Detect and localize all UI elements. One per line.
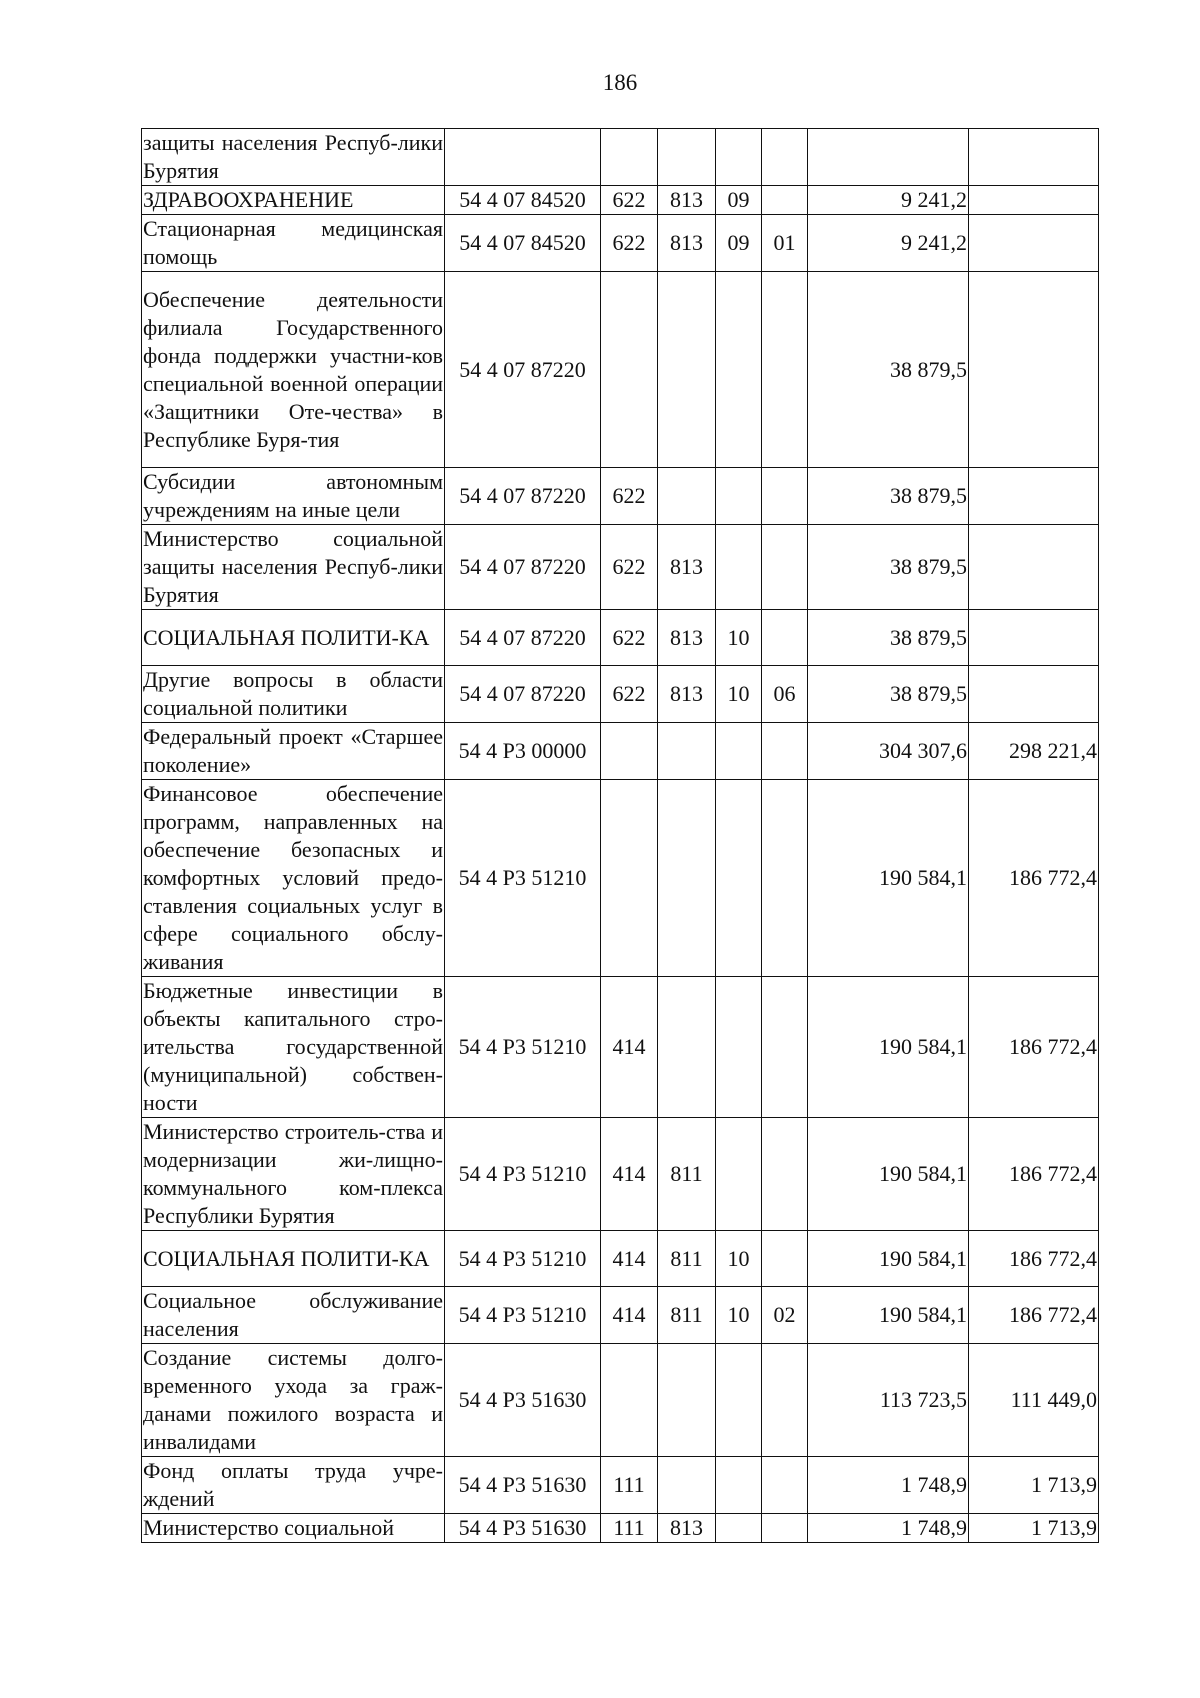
subsection-code-cell [762, 723, 808, 780]
amount-year-1-cell: 9 241,2 [808, 186, 969, 215]
target-article-code-cell: 54 4 Р3 51210 [445, 977, 601, 1118]
table-row [142, 1344, 1099, 1457]
row-name-cell: ЗДРАВООХРАНЕНИЕ [142, 186, 445, 215]
department-code-cell [658, 272, 716, 468]
row-name-cell: Стационарная медицинская помощь [142, 215, 445, 272]
row-name-cell: Создание системы долго-временного ухода за граж-данами пожилого возраста и инвалидами [142, 1344, 445, 1457]
department-code-cell [658, 468, 716, 525]
department-code-cell [658, 723, 716, 780]
amount-year-1-cell: 304 307,6 [808, 723, 969, 780]
target-article-code-cell: 54 4 Р3 51210 [445, 1287, 601, 1344]
department-code-cell [658, 780, 716, 977]
amount-year-1-cell: 38 879,5 [808, 468, 969, 525]
section-code-cell [716, 977, 762, 1118]
row-name-cell: Бюджетные инвестиции в объекты капитального стро-ительства государственной (муниципальной) собствен-ности [142, 977, 445, 1118]
department-code-cell: 811 [658, 1287, 716, 1344]
subsection-code-cell: 01 [762, 215, 808, 272]
department-code-cell: 811 [658, 1231, 716, 1287]
target-article-code-cell: 54 4 Р3 51630 [445, 1514, 601, 1543]
subsection-code-cell [762, 1457, 808, 1514]
target-article-code-cell: 54 4 Р3 00000 [445, 723, 601, 780]
expense-type-cell: 414 [601, 1231, 658, 1287]
table-row [142, 977, 1099, 1118]
target-article-code-cell: 54 4 Р3 51210 [445, 1231, 601, 1287]
row-name-cell: Другие вопросы в области социальной политики [142, 666, 445, 723]
department-code-cell: 813 [658, 610, 716, 666]
target-article-code-cell: 54 4 07 84520 [445, 215, 601, 272]
expense-type-cell [601, 129, 658, 186]
table-row [142, 1231, 1099, 1287]
amount-year-1-cell: 38 879,5 [808, 272, 969, 468]
row-name-cell: Обеспечение деятельности филиала Государственного фонда поддержки участни-ков специальной военной операции «Защитники Оте-чества» в Республике Буря-тия [142, 272, 445, 468]
row-name-cell: Федеральный проект «Старшее поколение» [142, 723, 445, 780]
amount-year-2-cell [969, 666, 1099, 723]
section-code-cell: 09 [716, 215, 762, 272]
table-row [142, 1118, 1099, 1231]
amount-year-2-cell: 186 772,4 [969, 1231, 1099, 1287]
target-article-code-cell: 54 4 07 87220 [445, 666, 601, 723]
section-code-cell: 10 [716, 610, 762, 666]
amount-year-1-cell: 190 584,1 [808, 780, 969, 977]
department-code-cell: 813 [658, 215, 716, 272]
row-name-cell: СОЦИАЛЬНАЯ ПОЛИТИ-КА [142, 610, 445, 666]
expense-type-cell: 622 [601, 666, 658, 723]
amount-year-1-cell: 38 879,5 [808, 525, 969, 610]
target-article-code-cell: 54 4 07 87220 [445, 272, 601, 468]
expense-type-cell [601, 1344, 658, 1457]
department-code-cell: 811 [658, 1118, 716, 1231]
section-code-cell [716, 1514, 762, 1543]
expense-type-cell: 622 [601, 468, 658, 525]
amount-year-1-cell: 38 879,5 [808, 666, 969, 723]
subsection-code-cell: 06 [762, 666, 808, 723]
expense-type-cell [601, 272, 658, 468]
department-code-cell: 813 [658, 1514, 716, 1543]
expense-type-cell: 111 [601, 1457, 658, 1514]
table-row [142, 129, 1099, 186]
table-row [142, 1457, 1099, 1514]
section-code-cell: 10 [716, 1287, 762, 1344]
amount-year-1-cell: 190 584,1 [808, 1287, 969, 1344]
amount-year-2-cell [969, 468, 1099, 525]
expense-type-cell: 622 [601, 525, 658, 610]
amount-year-2-cell [969, 272, 1099, 468]
row-name-cell: защиты населения Респуб-лики Бурятия [142, 129, 445, 186]
table-row [142, 780, 1099, 977]
row-name-cell: Министерство строитель-ства и модернизации жи-лищно-коммунального ком-плекса Республики Бурятия [142, 1118, 445, 1231]
table-row [142, 215, 1099, 272]
amount-year-2-cell: 186 772,4 [969, 1287, 1099, 1344]
amount-year-1-cell: 9 241,2 [808, 215, 969, 272]
expense-type-cell: 111 [601, 1514, 658, 1543]
table-row [142, 186, 1099, 215]
target-article-code-cell: 54 4 07 87220 [445, 468, 601, 525]
section-code-cell [716, 272, 762, 468]
table-row [142, 525, 1099, 610]
amount-year-1-cell: 190 584,1 [808, 1118, 969, 1231]
expense-type-cell: 414 [601, 1118, 658, 1231]
row-name-cell: Министерство социальной [142, 1514, 445, 1543]
table-row [142, 1514, 1099, 1543]
department-code-cell [658, 977, 716, 1118]
section-code-cell [716, 723, 762, 780]
target-article-code-cell: 54 4 Р3 51630 [445, 1344, 601, 1457]
section-code-cell: 09 [716, 186, 762, 215]
row-name-cell: Субсидии автономным учреждениям на иные цели [142, 468, 445, 525]
amount-year-1-cell: 1 748,9 [808, 1457, 969, 1514]
section-code-cell [716, 1457, 762, 1514]
amount-year-2-cell: 186 772,4 [969, 1118, 1099, 1231]
subsection-code-cell [762, 129, 808, 186]
subsection-code-cell [762, 610, 808, 666]
subsection-code-cell [762, 780, 808, 977]
subsection-code-cell [762, 525, 808, 610]
amount-year-2-cell [969, 186, 1099, 215]
section-code-cell [716, 1344, 762, 1457]
table-row [142, 723, 1099, 780]
subsection-code-cell [762, 468, 808, 525]
target-article-code-cell: 54 4 07 87220 [445, 525, 601, 610]
row-name-cell: Министерство социальной защиты населения Респуб-лики Бурятия [142, 525, 445, 610]
table-row [142, 666, 1099, 723]
target-article-code-cell: 54 4 Р3 51630 [445, 1457, 601, 1514]
budget-table-body [142, 129, 1099, 1543]
subsection-code-cell [762, 1118, 808, 1231]
section-code-cell [716, 525, 762, 610]
budget-table [141, 128, 1099, 1543]
department-code-cell [658, 1457, 716, 1514]
amount-year-1-cell: 190 584,1 [808, 1231, 969, 1287]
table-row [142, 272, 1099, 468]
expense-type-cell: 622 [601, 610, 658, 666]
section-code-cell [716, 1118, 762, 1231]
department-code-cell [658, 1344, 716, 1457]
subsection-code-cell [762, 272, 808, 468]
expense-type-cell: 622 [601, 186, 658, 215]
amount-year-2-cell: 186 772,4 [969, 780, 1099, 977]
row-name-cell: СОЦИАЛЬНАЯ ПОЛИТИ-КА [142, 1231, 445, 1287]
amount-year-2-cell [969, 215, 1099, 272]
section-code-cell [716, 129, 762, 186]
target-article-code-cell: 54 4 07 87220 [445, 610, 601, 666]
subsection-code-cell [762, 977, 808, 1118]
amount-year-2-cell: 186 772,4 [969, 977, 1099, 1118]
amount-year-2-cell: 1 713,9 [969, 1514, 1099, 1543]
amount-year-1-cell: 190 584,1 [808, 977, 969, 1118]
amount-year-2-cell [969, 129, 1099, 186]
subsection-code-cell [762, 186, 808, 215]
row-name-cell: Финансовое обеспечение программ, направленных на обеспечение безопасных и комфортных условий предо-ставления социальных услуг в сфере социального обслу-живания [142, 780, 445, 977]
department-code-cell [658, 129, 716, 186]
subsection-code-cell [762, 1231, 808, 1287]
expense-type-cell: 414 [601, 977, 658, 1118]
expense-type-cell: 414 [601, 1287, 658, 1344]
subsection-code-cell [762, 1344, 808, 1457]
section-code-cell [716, 780, 762, 977]
expense-type-cell [601, 723, 658, 780]
target-article-code-cell: 54 4 07 84520 [445, 186, 601, 215]
amount-year-1-cell: 113 723,5 [808, 1344, 969, 1457]
expense-type-cell [601, 780, 658, 977]
amount-year-1-cell [808, 129, 969, 186]
row-name-cell: Фонд оплаты труда учре-ждений [142, 1457, 445, 1514]
expense-type-cell: 622 [601, 215, 658, 272]
amount-year-1-cell: 38 879,5 [808, 610, 969, 666]
amount-year-1-cell: 1 748,9 [808, 1514, 969, 1543]
section-code-cell: 10 [716, 666, 762, 723]
amount-year-2-cell: 1 713,9 [969, 1457, 1099, 1514]
amount-year-2-cell: 111 449,0 [969, 1344, 1099, 1457]
amount-year-2-cell [969, 610, 1099, 666]
target-article-code-cell: 54 4 Р3 51210 [445, 780, 601, 977]
table-row [142, 468, 1099, 525]
amount-year-2-cell [969, 525, 1099, 610]
table-row [142, 610, 1099, 666]
section-code-cell [716, 468, 762, 525]
target-article-code-cell [445, 129, 601, 186]
row-name-cell: Социальное обслуживание населения [142, 1287, 445, 1344]
page-number: 186 [602, 70, 638, 95]
table-row [142, 1287, 1099, 1344]
department-code-cell: 813 [658, 666, 716, 723]
target-article-code-cell: 54 4 Р3 51210 [445, 1118, 601, 1231]
amount-year-2-cell: 298 221,4 [969, 723, 1099, 780]
section-code-cell: 10 [716, 1231, 762, 1287]
subsection-code-cell: 02 [762, 1287, 808, 1344]
subsection-code-cell [762, 1514, 808, 1543]
department-code-cell: 813 [658, 525, 716, 610]
department-code-cell: 813 [658, 186, 716, 215]
